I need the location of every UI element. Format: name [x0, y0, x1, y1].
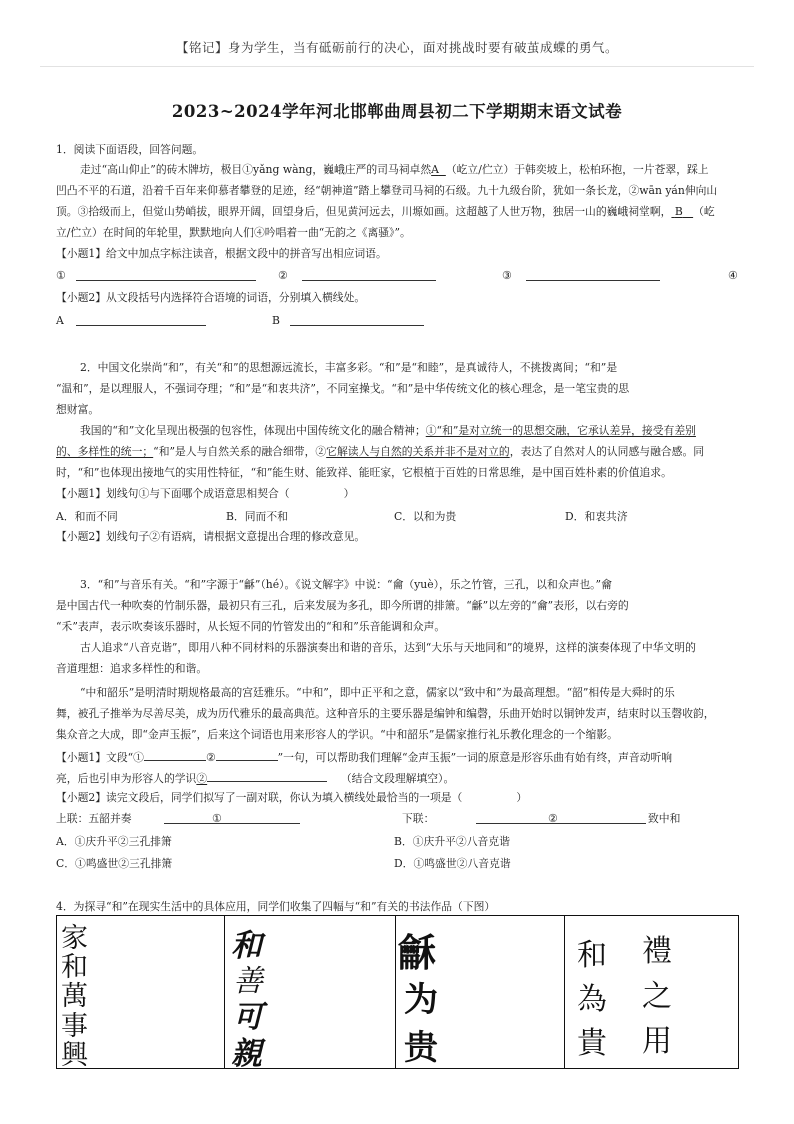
q1-text: （屹: [693, 205, 715, 218]
q1-text-line2: 凹凸不平的石道，沿着千百年来仰慕者攀登的足迹，经“朝神道”踏上攀登司马祠的石级。九十九级台阶，犹如一条长龙，②wān yán伸向山: [56, 184, 718, 197]
q4-intro: 4．为探寻“和”在现实生活中的具体应用，同学们收集了四幅与“和”有关的书法作品（下图）: [56, 900, 496, 913]
answer-label-a: A: [56, 314, 64, 327]
q1-text-line1: [80, 163, 709, 177]
calligraphy-char: 為: [577, 982, 607, 1017]
underlined-sentence-2: 它解读人与自然的关系并非不是对立的: [326, 445, 510, 458]
q2-text-line6: 时，“和”也体现出接地气的实用性特征，“和”能生财、能致祥、能旺家，它根植于百姓的日常思维，是中国百姓朴素的价值追求。: [56, 466, 672, 479]
calligraphy-char: 善: [233, 964, 263, 999]
lower-couplet: 下联：: [402, 812, 435, 825]
blank-3[interactable]: [207, 770, 327, 782]
q2-sub2: 【小题2】划线句子②有语病，请根据文意提出合理的修改意见。: [56, 530, 366, 543]
answer-label-3: ③: [502, 269, 512, 282]
lower-blank[interactable]: [476, 812, 646, 824]
calligraphy-char: 萬: [61, 981, 88, 1012]
q3-choice-a[interactable]: A．①庆升平②三孔排箫: [56, 835, 172, 848]
q1-sub2: 【小题2】从文段括号内选择符合语境的词语，分别填入横线处。: [56, 291, 366, 304]
calligraphy-char: 貴: [577, 1026, 607, 1061]
q2-text-line2: “温和”，是以理服人，不强词夺理；“和”是“和衷共济”，不同室操戈。“和”是中华传统文化的核心理念，是一笔宝贵的思: [56, 382, 630, 395]
q3-text-line5: 音道理想：追求多样性的和谐。: [56, 662, 208, 675]
q1-text: 顶。③拾级而上，但觉山势峭拔，眼界开阔，回望身后，但见黄河远去，川塬如画。这超越了人世万物，独居一山的巍峨祠堂啊，: [56, 205, 672, 218]
q3-text-line7: 舞，被孔子推举为尽善尽美，成为历代雅乐的最高典范。这种音乐的主要乐器是编钟和编磬，乐曲开始时以铜钟发声，结束时以玉磬收韵，: [56, 707, 715, 720]
answer-blank-1[interactable]: [76, 269, 256, 281]
calligraphy-char: 和: [231, 928, 262, 964]
q2-text-line4: [80, 424, 696, 438]
underlined-sentence-1: ①“和”是对立统一的思想交融，它承认差异，接受有差别: [425, 424, 696, 437]
lower-blank-number: ②: [548, 812, 558, 825]
q1-sub1: 【小题1】给文中加点字标注读音，根据文段中的拼音写出相应词语。: [56, 247, 387, 260]
calligraphy-char: 家: [61, 923, 88, 954]
q2-text-line5: [56, 445, 704, 459]
page-title: 2023~2024学年河北邯郸曲周县初二下学期期末语文试卷: [171, 102, 623, 121]
underlined-sentence-1-end: 的、多样性的统一；: [56, 445, 154, 458]
q3-text-line1: 3．“和”与音乐有关。“和”字源于“龢”（hé）。《说文解字》中说：“龠（yuè），乐之竹管，三孔，以和众声也。”龠: [80, 578, 612, 591]
q2-text-line3: 想财富。: [56, 403, 100, 416]
q2-choice-a[interactable]: A．和而不同: [56, 510, 118, 523]
table-divider: [395, 916, 396, 1068]
upper-blank[interactable]: [164, 812, 300, 824]
calligraphy-char: 禮: [642, 934, 672, 969]
blank-1[interactable]: [144, 749, 206, 761]
q1-text: （屹立/伫立）于韩奕坡上，松柏环抱，一片苍翠，踩上: [445, 163, 709, 176]
answer-label-b: B: [272, 314, 280, 327]
answer-blank-3[interactable]: [526, 269, 660, 281]
table-divider: [564, 916, 565, 1068]
q3-sub2: 【小题2】读完文段后，同学们拟写了一副对联，你认为填入横线处最恰当的一项是（ ）: [56, 791, 528, 804]
motto: 【铭记】身为学生，当有砥砺前行的决心，面对挑战时要有破茧成蝶的勇气。: [175, 40, 618, 55]
q3-text-line2: 是中国古代一种吹奏的竹制乐器，最初只有三孔，后来发展为多孔，即今所谓的排箫。“龢”以左旁的“龠”表形，以右旁的: [56, 599, 629, 612]
q3-text-line8: 集众音之大成，即“金声玉振”，后来这个词语也用来形容人的学识。“中和韶乐”是儒家推行礼乐教化理念的一个缩影。: [56, 728, 618, 741]
q2-choice-c[interactable]: C．以和为贵: [394, 510, 457, 523]
upper-blank-number: ①: [212, 812, 222, 825]
blank-2[interactable]: [216, 749, 278, 761]
q1-intro: 1．阅读下面语段，回答问题。: [56, 143, 204, 156]
answer-blank-2[interactable]: [302, 269, 436, 281]
calligraphy-char: 和: [61, 952, 88, 983]
calligraphy-char: 和: [577, 938, 607, 973]
calligraphy-char: 用: [642, 1024, 672, 1059]
blank-a[interactable]: A: [431, 163, 439, 176]
calligraphy-char: 興: [61, 1040, 88, 1071]
lower-couplet-end: 致中和: [648, 812, 681, 825]
q3-text: ”一句，可以帮助我们理解“金声玉振”一词的原意是形容乐曲有始有终，声音动听响: [277, 751, 673, 764]
q2-text: ，表达了自然对人的认同感与融合感。同: [509, 445, 705, 458]
q1-text: 走过“高山仰止”的砖木牌坊，极目①yǎng wàng，巍峨庄严的司马祠卓然: [80, 163, 432, 176]
q2-choice-b[interactable]: B．同而不和: [226, 510, 288, 523]
upper-couplet: 上联：五韶并奏: [56, 812, 132, 825]
answer-label-2: ②: [278, 269, 288, 282]
answer-blank-a[interactable]: [76, 314, 206, 326]
q2-text: 我国的“和”文化呈现出极强的包容性，体现出中国传统文化的融合精神；: [80, 424, 426, 437]
header-divider: [40, 66, 754, 67]
q2-text-line1: 2．中国文化崇尚“和”，有关“和”的思想源远流长，丰富多彩。“和”是“和睦”，是真诚待人，不挑拨离间；“和”是: [80, 361, 618, 374]
q2-sub1: 【小题1】划线句①与下面哪个成语意思相契合（ ）: [56, 487, 355, 500]
q3-choice-c[interactable]: C．①鸣盛世②三孔排箫: [56, 857, 173, 870]
calligraphy-char: 事: [61, 1011, 88, 1042]
answer-label-1: ①: [56, 269, 66, 282]
calligraphy-char: 可: [233, 1000, 263, 1035]
q3-text: （结合文段理解填空）。: [340, 772, 455, 785]
q3-text-line3: “禾”表声，表示吹奏该乐器时，从长短不同的竹管发出的“和和”乐音能调和众声。: [56, 620, 446, 633]
blank-label: ②: [196, 772, 208, 785]
q2-choice-d[interactable]: D．和衷共济: [565, 510, 628, 523]
blank-b[interactable]: B: [674, 205, 683, 218]
q3-choice-b[interactable]: B．①庆升平②八音克谐: [394, 835, 510, 848]
answer-label-4: ④: [728, 269, 738, 282]
q3-text: 【小题1】文段“①: [56, 751, 144, 764]
q3-sub1-line1: [56, 749, 672, 765]
calligraphy-char: 親: [231, 1036, 262, 1072]
calligraphy-table: [56, 915, 739, 1072]
q1-text-line4: 立/伫立）在时间的年轮里，默默地向人们④吟唱着一曲“无韵之《离骚》”。: [56, 226, 411, 239]
q2-text: “和”是人与自然关系的融合细带，②: [153, 445, 327, 458]
q3-text-line4: 古人追求“八音克谐”，即用八种不同材料的乐器演奏出和谐的音乐，达到“大乐与天地同和”的境界，这样的演奏体现了中华文明的: [80, 641, 696, 654]
q1-text-line3: [56, 205, 715, 219]
table-divider: [224, 916, 225, 1068]
calligraphy-char: 之: [642, 979, 672, 1014]
answer-blank-b[interactable]: [290, 314, 424, 326]
q3-sub1-line2: [56, 770, 454, 786]
q3-text: 亮，后也引申为形容人的学识: [56, 772, 197, 785]
q3-text-line6: “中和韶乐”是明清时期规格最高的宫廷雅乐。“中和”，即中正平和之意，儒家以“致中和”为最高理想。“韶”相传是大舜时的乐: [80, 686, 675, 699]
calligraphy-char: 贵: [404, 1028, 438, 1068]
calligraphy-char: 为: [404, 980, 438, 1020]
q3-text: ②: [205, 751, 216, 764]
calligraphy-char: 龢: [398, 930, 437, 975]
q3-choice-d[interactable]: D．①鸣盛世②八音克谐: [394, 857, 511, 870]
